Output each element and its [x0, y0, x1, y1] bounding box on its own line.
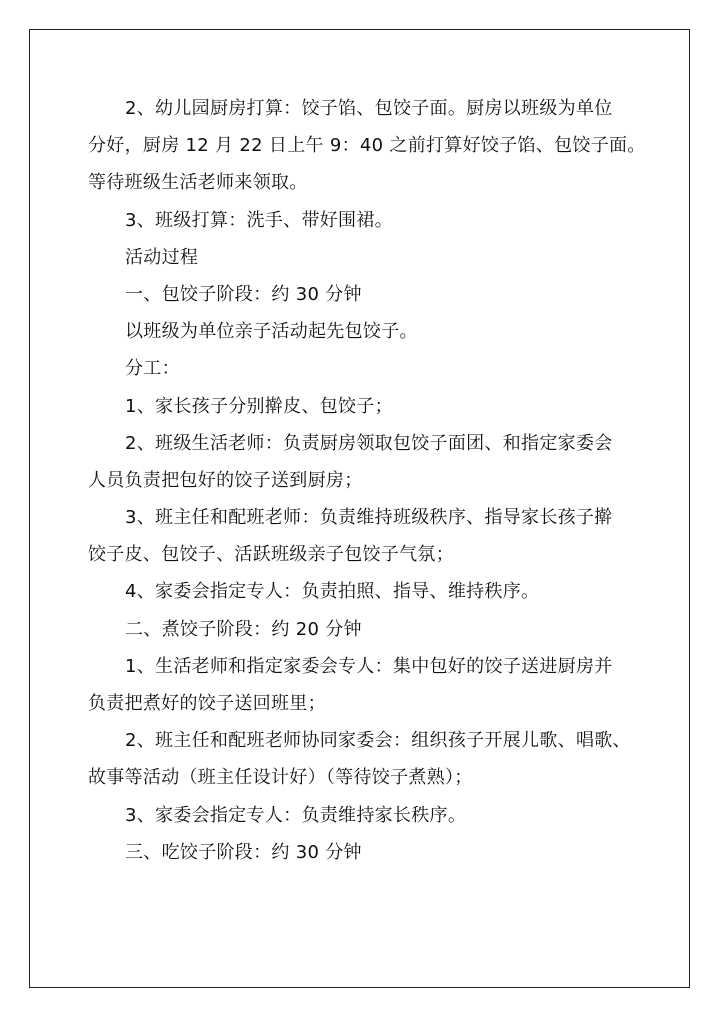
text-line: 2、班级生活老师：负责厨房领取包饺子面团、和指定家委会: [125, 432, 613, 454]
section-heading: 三、吃饺子阶段：约 30 分钟: [125, 841, 362, 863]
text-line: 2、班主任和配班老师协同家委会：组织孩子开展儿歌、唱歌、: [125, 730, 631, 752]
section-heading: 一、包饺子阶段：约 30 分钟: [125, 283, 362, 305]
text-line: 分工：: [125, 358, 180, 380]
section-heading: 二、煮饺子阶段：约 20 分钟: [125, 618, 362, 640]
text-line: 3、班级打算：洗手、带好围裙。: [125, 209, 393, 231]
document-body: [88, 90, 648, 871]
text-line: 3、家委会指定专人：负责维持家长秩序。: [125, 804, 467, 826]
text-line: 以班级为单位亲子活动起先包饺子。: [125, 321, 418, 343]
text-line: 3、班主任和配班老师：负责维持班级秩序、指导家长孩子擀: [125, 507, 613, 529]
text-line: 故事等活动（班主任设计好）（等待饺子煮熟）；: [88, 767, 473, 789]
text-line: 人员负责把包好的饺子送到厨房；: [88, 469, 363, 491]
text-line: 分好，厨房 12 月 22 日上午 9：40 之前打算好饺子馅、包饺子面。: [88, 135, 646, 157]
section-heading: 活动过程: [125, 246, 199, 268]
text-line: 1、生活老师和指定家委会专人：集中包好的饺子送进厨房并: [125, 655, 613, 677]
text-line: 负责把煮好的饺子送回班里；: [88, 693, 326, 714]
text-line: 1、家长孩子分别擀皮、包饺子；: [125, 395, 393, 417]
text-line: 等待班级生活老师来领取。: [88, 172, 308, 194]
text-line: 饺子皮、包饺子、活跃班级亲子包饺子气氛；: [88, 544, 454, 566]
text-line: 2、幼儿园厨房打算：饺子馅、包饺子面。厨房以班级为单位: [125, 98, 613, 119]
text-line: 4、家委会指定专人：负责拍照、指导、维持秩序。: [125, 581, 540, 603]
